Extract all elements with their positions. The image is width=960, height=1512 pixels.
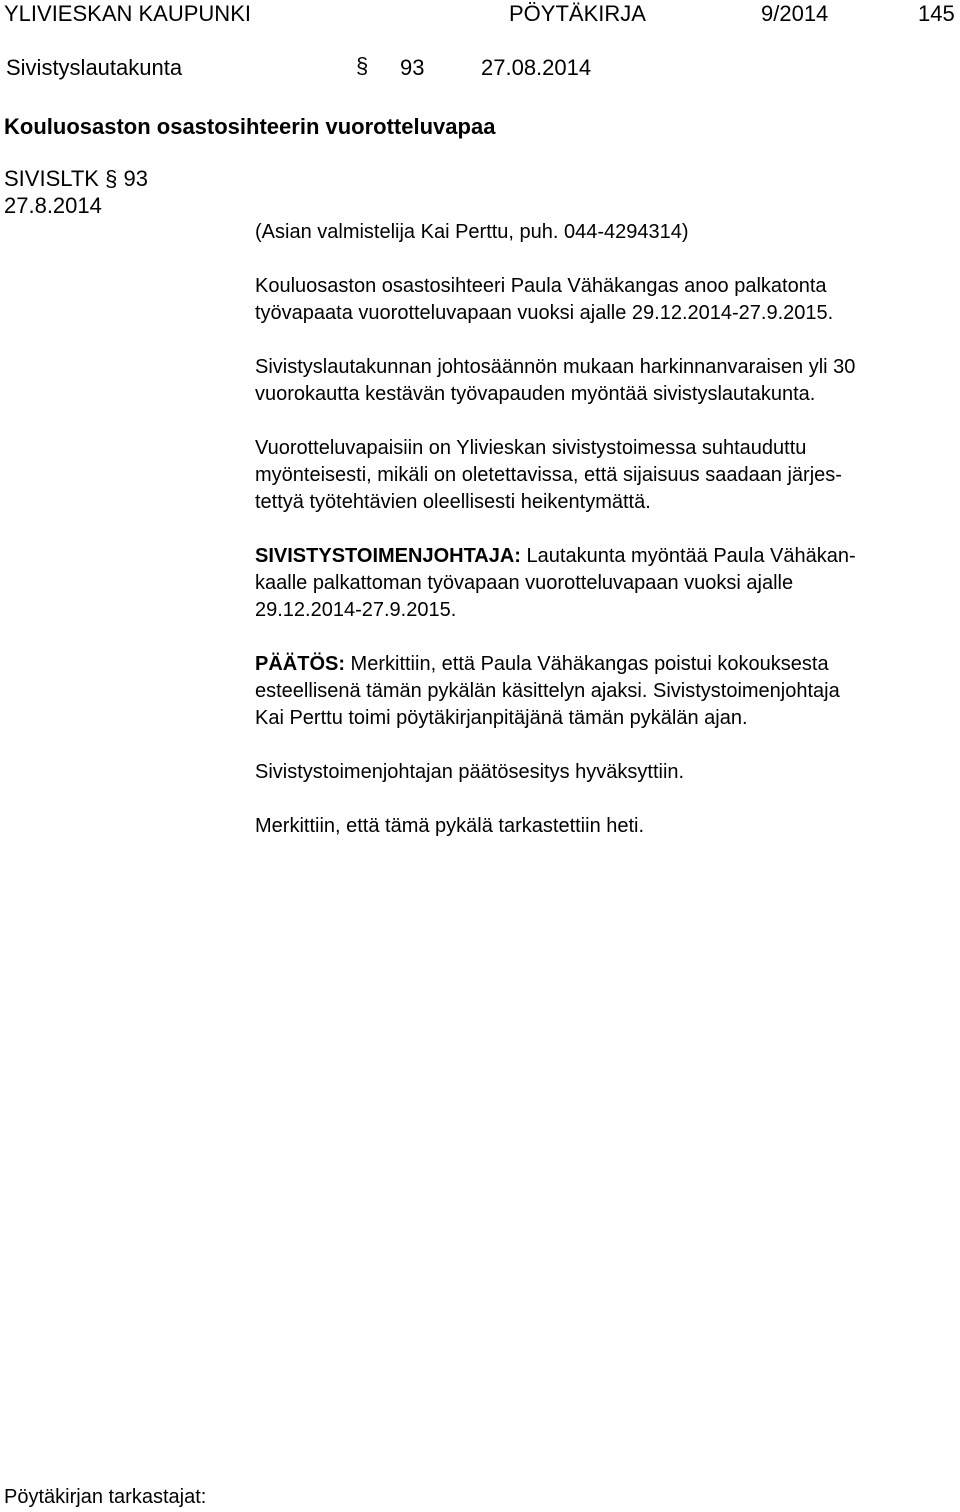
board-name: Sivistyslautakunta [6,55,183,80]
text-line: myönteisesti, mikäli on oletettavissa, että sijaisuus saadaan järjes- [255,464,842,486]
text-line: esteellisenä tämän pykälän käsittelyn ajaksi. Sivistystoimenjohtaja [255,680,840,702]
document-type: PÖYTÄKIRJA [509,1,646,26]
item-title: Kouluosaston osastosihteerin vuorotteluvapaa [4,114,496,139]
text-line: Vuorotteluvapaisiin on Ylivieskan sivistystoimessa suhtauduttu [255,437,807,459]
decision-text: Merkittiin, että Paula Vähäkangas poistui kokouksesta [345,653,829,675]
issue-number: 9/2014 [761,1,829,26]
proposal-text: Lautakunta myöntää Paula Vähäkan- [520,545,856,567]
approval-line: Sivistystoimenjohtajan päätösesitys hyväksyttiin. [255,761,685,783]
text-line: Sivistyslautakunnan johtosäännön mukaan harkinnanvaraisen yli 30 [255,356,856,378]
approval [255,759,953,786]
proposal [255,543,953,624]
meeting-date: 27.08.2014 [481,55,592,80]
decision-label: PÄÄTÖS: [255,653,345,675]
text-line: 29.12.2014-27.9.2015. [255,599,457,621]
text-line: Kouluosaston osastosihteeri Paula Vähäkangas anoo palkatonta [255,275,827,297]
proposal-label: SIVISTYSTOIMENJOHTAJA: [255,545,521,567]
proposal-line-1 [255,543,953,570]
preparer-note [255,219,953,246]
paragraph-policy [255,435,953,516]
text-line: kaalle palkattoman työvapaan vuorotteluvapaan vuoksi ajalle [255,572,794,594]
checked-line: Merkittiin, että tämä pykälä tarkastettiin heti. [255,815,645,837]
paragraph-application [255,273,953,327]
text-line: Kai Perttu toimi pöytäkirjanpitäjänä tämän pykälän ajan. [255,707,748,729]
section-sign: § [356,53,369,78]
decision [255,651,953,732]
text-line: vuorokautta kestävän työvapauden myöntää sivistyslautakunta. [255,383,816,405]
checked-note [255,813,953,840]
page-number: 145 [918,1,955,26]
reference-number: 93 [123,166,148,191]
reference-section-sign: § [105,166,118,191]
paragraph-rules [255,354,953,408]
reviewers-label: Pöytäkirjan tarkastajat: [4,1486,207,1508]
text-line: työvapaata vuorotteluvapaan vuoksi ajalle 29.12.2014-27.9.2015. [255,302,834,324]
text-line: tettyä työtehtävien oleellisesti heikentymättä. [255,491,651,513]
org-name: YLIVIESKAN KAUPUNKI [4,1,251,26]
section-number: 93 [400,55,425,80]
preparer-line: (Asian valmistelija Kai Perttu, puh. 044-4294314) [255,221,689,243]
reference-code: SIVISLTK [4,166,99,191]
reference-line [4,166,148,192]
decision-line-1 [255,651,953,678]
reference-date: 27.8.2014 [4,193,102,218]
